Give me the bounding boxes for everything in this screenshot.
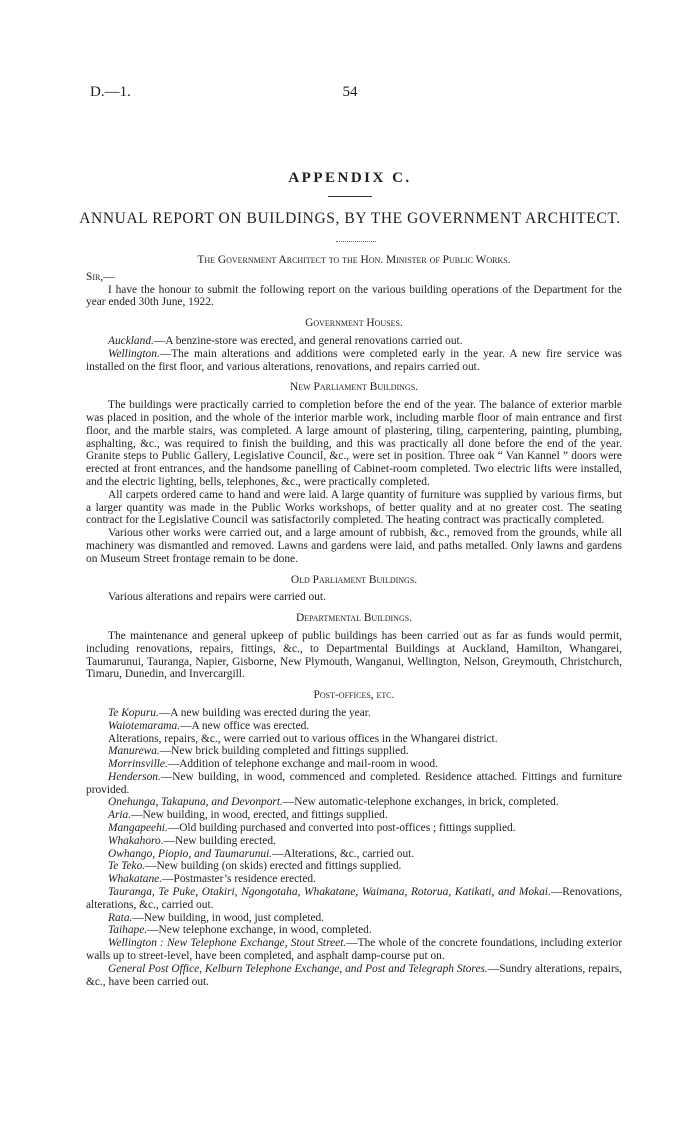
place-name: Rata. xyxy=(108,911,133,924)
post-office-list xyxy=(86,707,622,989)
salutation: Sir,— xyxy=(86,270,115,283)
list-item xyxy=(86,924,622,937)
entry-text: —The main alterations and additions were completed early in the year. A new fire service was installed on the first floor, and various alterations, renovations, and repairs carried out. xyxy=(86,347,622,373)
list-item xyxy=(86,937,622,963)
entry-text: —A new office was erected. xyxy=(180,719,310,732)
place-name: Auckland. xyxy=(108,334,154,347)
paragraph: Various other works were carried out, and a large amount of rubbish, &c., removed from the grounds, while all machinery was dismantled and removed. Lawns and gardens were laid, and paths metalled. Only lawns and gardens on Museum Street frontage remain to be done. xyxy=(86,527,622,565)
entry-text: —The whole of the concrete foundations, including exterior walls up to street-level, have been completed, and asphalt damp-course put on. xyxy=(86,937,622,963)
page-header xyxy=(0,84,700,104)
place-name: Whakahoro. xyxy=(108,834,164,847)
title-divider xyxy=(336,241,376,242)
place-name: Taihape. xyxy=(108,924,148,937)
list-item xyxy=(86,963,622,989)
entry-text: —Renovations, alterations, &c., carried out. xyxy=(86,886,622,911)
place-name: Onehunga, Takapuna, and Devonport. xyxy=(108,796,283,809)
place-name: Mangapeehi. xyxy=(108,822,168,835)
entry-text: —Postmaster’s residence erected. xyxy=(162,873,316,886)
paragraph: Various alterations and repairs were carried out. xyxy=(108,591,326,604)
list-item xyxy=(86,809,622,822)
entry-text: —New brick building completed and fittings supplied. xyxy=(159,745,409,758)
section-heading-old-parliament: Old Parliament Buildings. xyxy=(290,573,418,586)
entry-text: —A benzine-store was erected, and general renovations carried out. xyxy=(153,334,463,347)
paragraph: All carpets ordered came to hand and were laid. A large quantity of furniture was supplied by various firms, but a larger quantity was made in the Public Works workshops, of better quality and at no greater cost. The seating contract for the Legislative Council was satisfactorily completed. The heating contract was practically completed. xyxy=(86,488,622,527)
place-name: Manurewa. xyxy=(108,745,160,758)
section-heading-new-parliament: New Parliament Buildings. xyxy=(289,381,419,394)
entry-auckland xyxy=(86,335,622,348)
entry-text: —Alterations, &c., carried out. xyxy=(272,847,415,860)
list-item xyxy=(86,745,622,758)
section-heading-government-houses: Government Houses. xyxy=(305,317,403,330)
entry-text: —New building, in wood, erected, and fittings supplied. xyxy=(131,809,388,822)
list-item xyxy=(86,771,622,797)
report-title: ANNUAL REPORT ON BUILDINGS, BY THE GOVERNMENT ARCHITECT. xyxy=(79,210,621,227)
entry-text: —New building, in wood, just completed. xyxy=(132,911,325,924)
place-name: General Post Office, Kelburn Telephone Exchange, and Post and Telegraph Stores. xyxy=(108,962,488,975)
entry-text: —Old building purchased and converted into post-offices ; fittings supplied. xyxy=(167,822,516,835)
list-item xyxy=(86,720,622,733)
place-name: Whakatane. xyxy=(108,873,163,886)
list-item xyxy=(86,912,622,925)
document-reference: D.—1. xyxy=(90,84,131,100)
page-number: 54 xyxy=(342,84,358,100)
place-name: Te Kopuru. xyxy=(108,706,159,719)
place-name: Wellington. xyxy=(108,347,160,360)
list-item xyxy=(86,873,622,886)
place-name: Aria. xyxy=(108,809,132,822)
addressee-line: The Government Architect to the Hon. Minister of Public Works. xyxy=(197,254,511,266)
place-name: Tauranga, Te Puke, Otakiri, Ngongotaha, Whakatane, Waimana, Rotorua, Katikati, and Mokai. xyxy=(108,886,551,899)
list-item xyxy=(86,707,622,720)
list-item xyxy=(86,796,622,809)
entry-text: —New automatic-telephone exchanges, in brick, completed. xyxy=(282,796,559,809)
place-name: Owhango, Piopio, and Taumarunui. xyxy=(108,847,273,860)
place-name: Henderson. xyxy=(108,770,161,783)
entry-text: —Sundry alterations, repairs, &c., have been carried out. xyxy=(86,962,623,988)
entry-text: —New building, in wood, commenced and completed. Residence attached. Fittings and furniture provided. xyxy=(86,770,622,796)
entry-text: —New building erected. xyxy=(163,834,276,847)
entry-text: —Addition of telephone exchange and mail-room in wood. xyxy=(167,758,438,771)
entry-text: —New telephone exchange, in wood, completed. xyxy=(147,924,372,937)
list-item xyxy=(86,822,622,835)
place-name: Waiotemarama. xyxy=(108,719,181,732)
appendix-title: APPENDIX C. xyxy=(288,170,412,186)
list-item xyxy=(86,733,622,746)
title-rule xyxy=(328,196,372,197)
list-item xyxy=(86,848,622,861)
intro-paragraph: I have the honour to submit the following report on the various building operations of the Department for the year ended 30th June, 1922. xyxy=(86,283,622,309)
paragraph: The buildings were practically carried to completion before the end of the year. The balance of exterior marble was placed in position, and the whole of the interior marble work, including marble floor of main entrance and first floor, and the marble stairs, was completed. A large amount of plastering, tiling, carpentering, painting, plumbing, asphalting, &c., was required to finish the building, and this was practically all done before the end of the year. Granite steps to Public Gallery, Legislative Council, &c., were set in position. Three oak “ Van Kannel ” doors were erected at front entrances, and the handsome panelling of Cabinet-room completed. Two electric lifts were installed, and the electric lighting, bells, telephones, &c., were practically completed. xyxy=(86,399,622,488)
section-heading-departmental: Departmental Buildings. xyxy=(295,612,413,625)
section-heading-post-offices: Post-offices, etc. xyxy=(313,689,395,702)
entry-text: Alterations, repairs, &c., were carried out to various offices in the Whangarei district. xyxy=(108,732,498,745)
place-name: Morrinsville. xyxy=(108,758,168,771)
entry-text: —New building (on skids) erected and fittings supplied. xyxy=(145,860,402,873)
entry-wellington xyxy=(86,348,622,374)
place-name: Te Teko. xyxy=(108,860,146,873)
place-name: Wellington : New Telephone Exchange, Stout Street. xyxy=(108,937,347,950)
entry-text: —A new building was erected during the year. xyxy=(158,706,371,719)
paragraph: The maintenance and general upkeep of public buildings has been carried out as far as funds would permit, including renovations, repairs, fittings, &c., to Departmental Buildings at Auckland, Hamilton, Whangarei, Taumarunui, Tauranga, Napier, Gisborne, New Plymouth, Wanganui, Wellington, Nelson, Greymouth, Christchurch, Timaru, Dunedin, and Invercargill. xyxy=(86,629,622,681)
list-item xyxy=(86,835,622,848)
list-item xyxy=(86,886,622,912)
list-item xyxy=(86,860,622,873)
report-body xyxy=(86,250,622,988)
list-item xyxy=(86,758,622,771)
